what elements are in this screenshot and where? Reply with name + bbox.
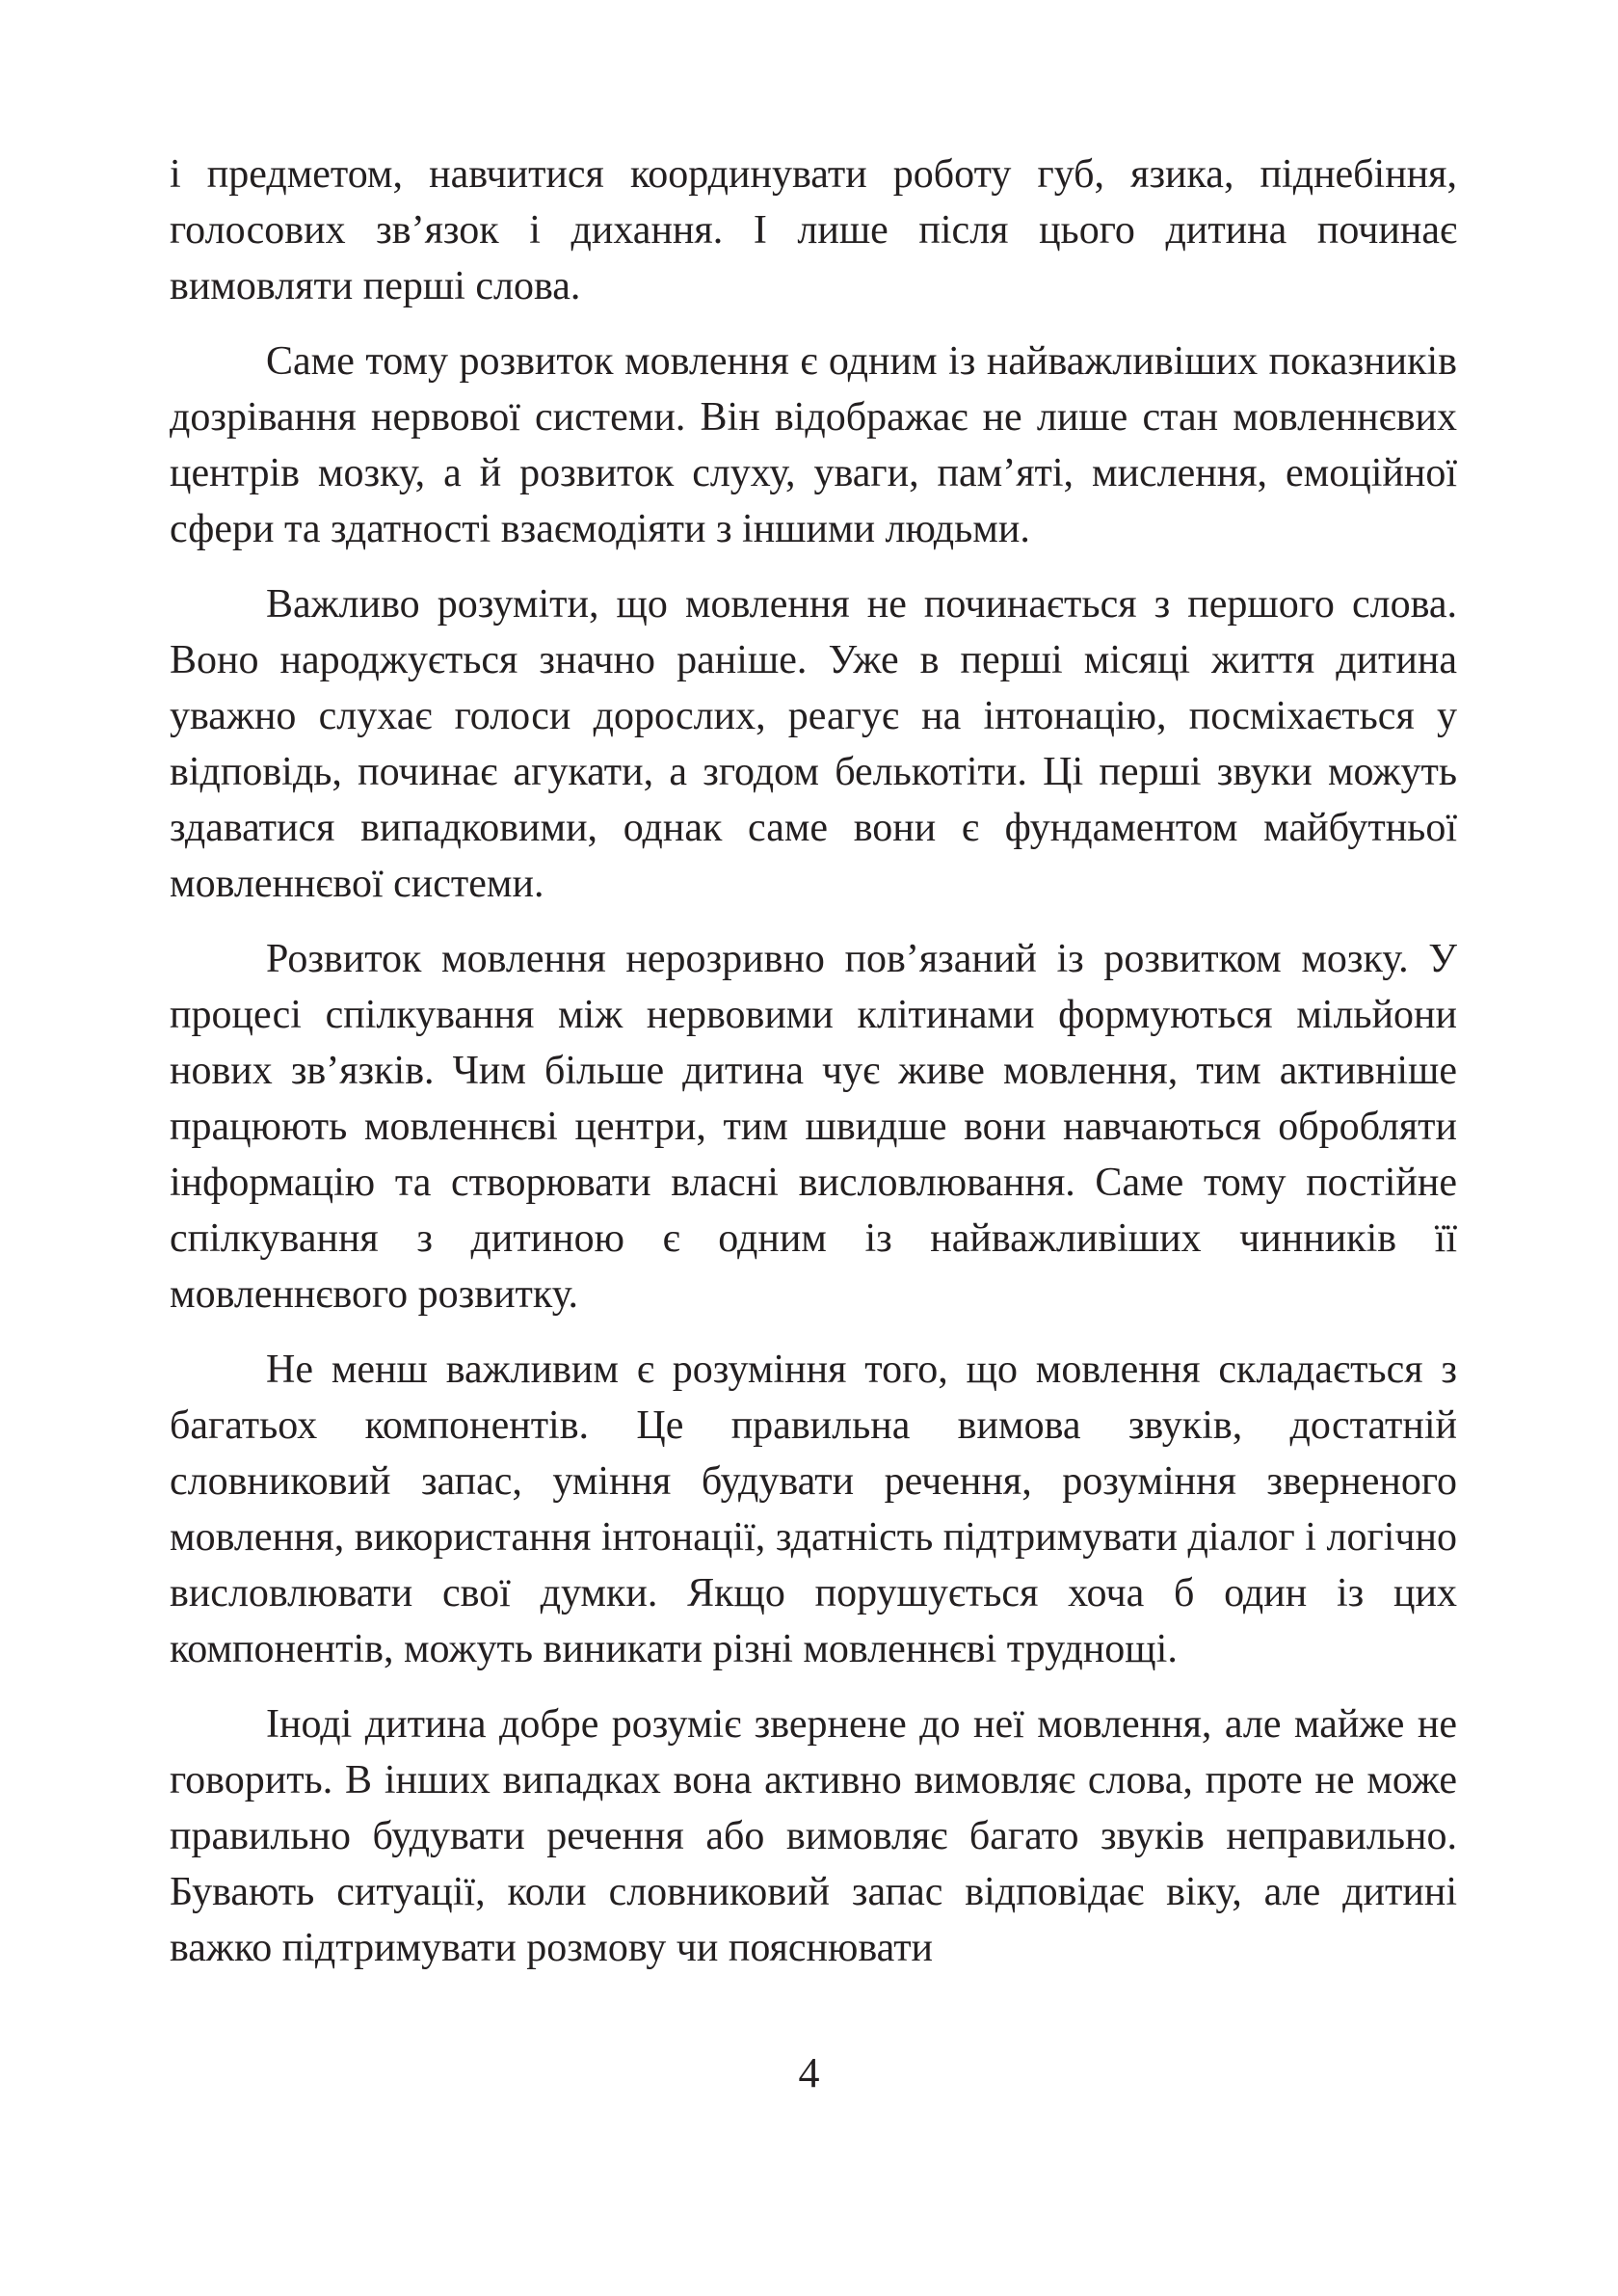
paragraph-brain-development: Розвиток мовлення нерозривно пов’язаний із розвитком мозку. У процесі спілкування між нервовими клітинами формуються мільйони нових зв’язків. Чим більше дитина чує живе мовлення, тим активніше працюють мовленнєві центри, тим швидше вони навчаються обробляти інформацію та створювати власні висловлювання. Саме тому постійне спілкування з дитиною є одним із найважливіших чинників її мовленнєвого розвитку. (170, 937, 1457, 1317)
body-text (170, 147, 1457, 1995)
paragraph-speech-components: Не менш важливим є розуміння того, що мовлення складається з багатьох компонентів. Це правильна вимова звуків, достатній словниковий запас, уміння будувати речення, розуміння зверненого мовлення, використання інтонації, здатність підтримувати діалог і логічно висловлювати свої думки. Якщо порушується хоча б один із цих компонентів, можуть виникати різні мовленнєві труднощі. (170, 1348, 1457, 1671)
page-number: 4 (798, 2049, 820, 2096)
paragraph-speech-difficulties: Іноді дитина добре розуміє звернене до неї мовлення, але майже не говорить. В інших випадках вона активно вимовляє слова, проте не може правильно будувати речення або вимовляє багато звуків неправильно. Бувають ситуації, коли словниковий запас відповідає віку, але дитині важко підтримувати розмову чи пояснювати (170, 1702, 1457, 1970)
paragraph-speech-development-indicator: Саме тому розвиток мовлення є одним із найважливіших показників дозрівання нервової системи. Він відображає не лише стан мовленнєвих центрів мозку, а й розвиток слуху, уваги, пам’яті, мислення, емоційної сфери та здатності взаємодіяти з іншими людьми. (170, 339, 1457, 551)
paragraph-continued: і предметом, навчитися координувати роботу губ, язика, піднебіння, голосових зв’язок і дихання. І лише після цього дитина починає вимовляти перші слова. (170, 152, 1457, 308)
paragraph-speech-begins-early: Важливо розуміти, що мовлення не починається з першого слова. Воно народжується значно раніше. Уже в перші місяці життя дитина уважно слухає голоси дорослих, реагує на інтонацію, посміхається у відповідь, починає агукати, а згодом белькотіти. Ці перші звуки можуть здаватися випадковими, однак саме вони є фундаментом майбутньої мовленнєвої системи. (170, 582, 1457, 906)
